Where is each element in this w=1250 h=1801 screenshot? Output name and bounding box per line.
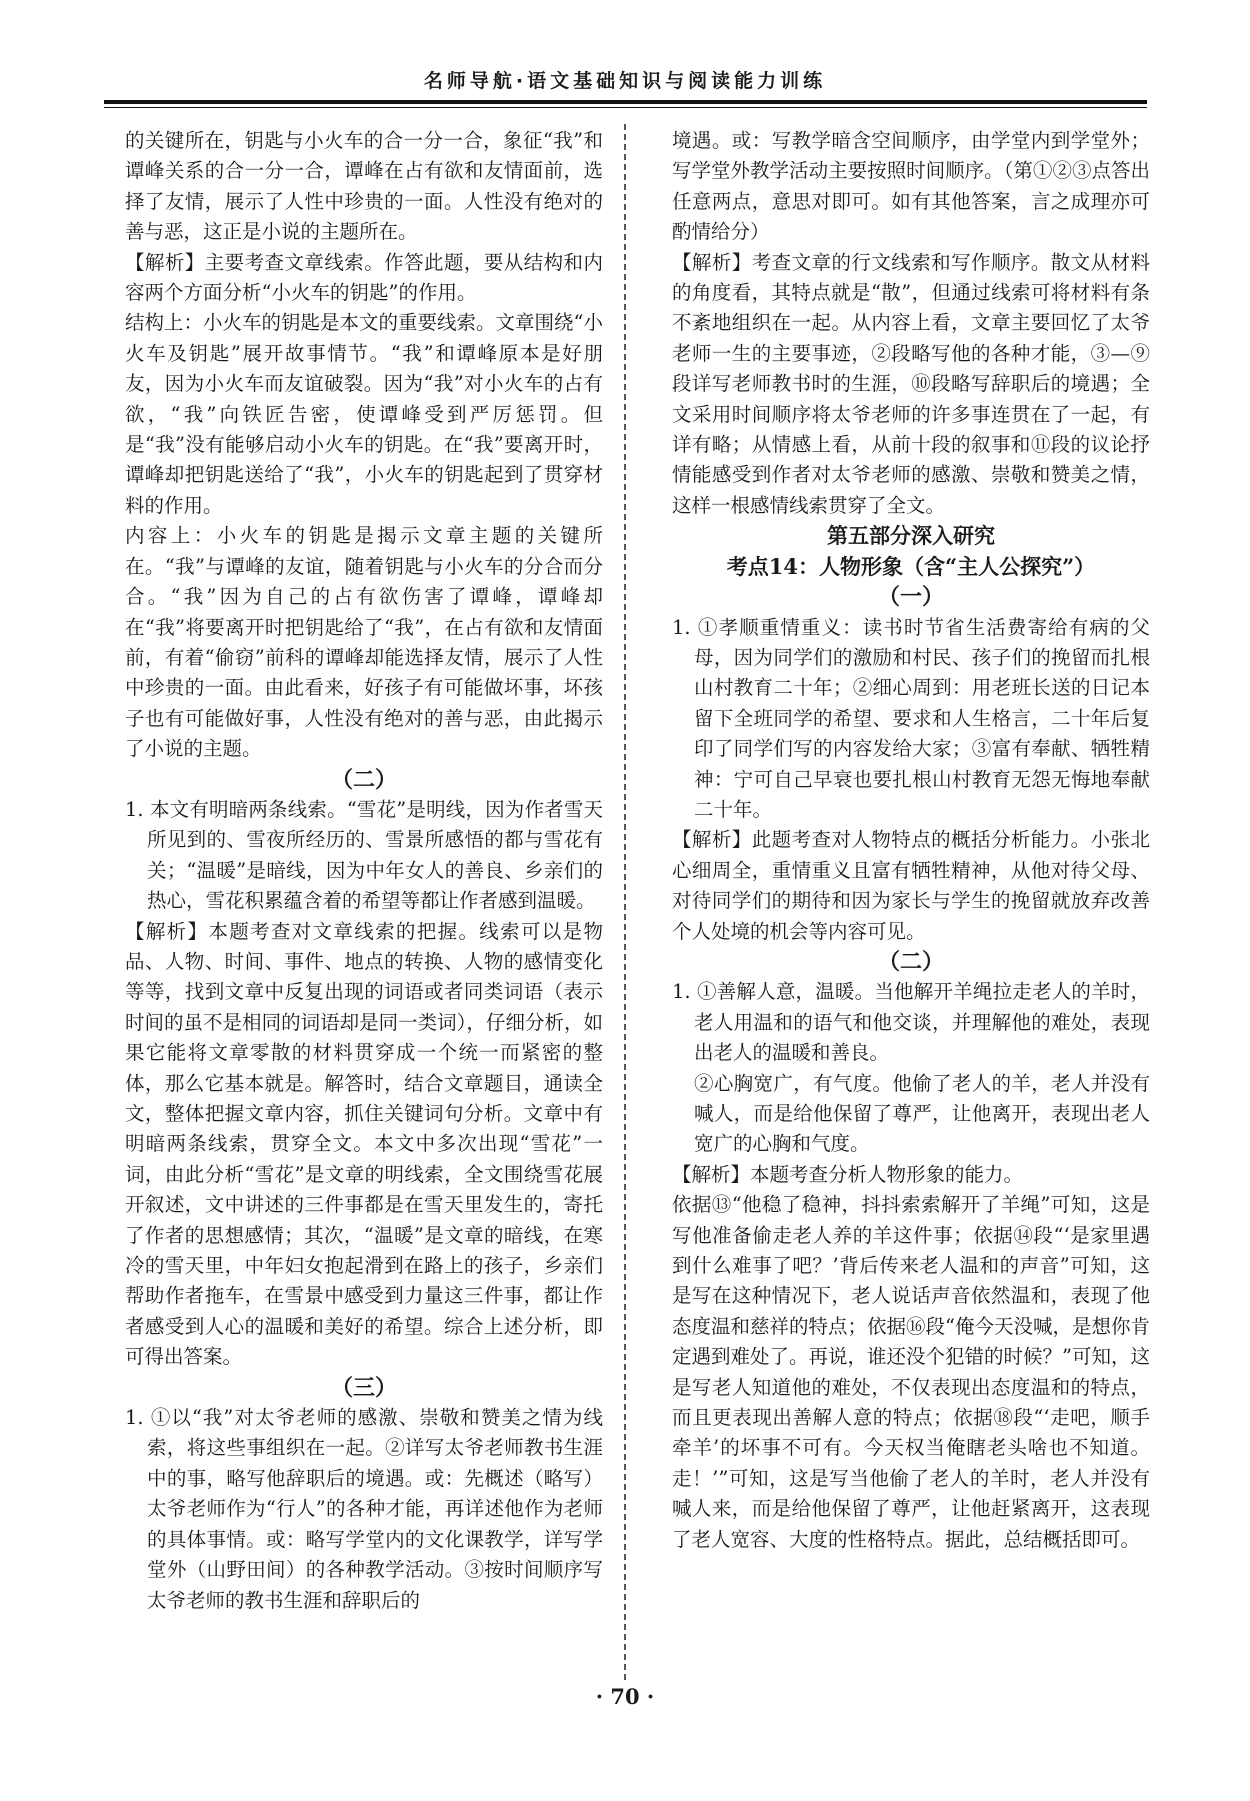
answer-point-2: ②心胸宽广，有气度。他偷了老人的羊，老人并没有喊人，而是给他保留了尊严，让他离开，表现出老人宽广的心胸和气度。 (694, 1071, 1150, 1156)
analysis-paragraph: 【解析】主要考查文章线索。作答此题，要从结构和内容两个方面分析“小火车的钥匙”的作用。 (125, 250, 603, 305)
header-rule-thick (104, 100, 1147, 104)
structure-paragraph: 结构上：小火车的钥匙是本文的重要线索。文章围绕“小火车及钥匙”展开故事情节。“我”和谭峰原本是好朋友，因为小火车而友谊破裂。因为“我”对小火车的占有欲，“我”向铁匠告密，使谭峰受到严厉惩罚。但是“我”没有能够启动小火车的钥匙。在“我”要离开时，谭峰却把钥匙送给了“我”，小火车的钥匙起到了贯穿材料的作用。 (125, 311, 603, 517)
answer-continuation: 境遇。或：写教学暗含空间顺序，由学堂内到学堂外；写学堂外教学活动主要按照时间顺序。（第①②③点答出任意两点，意思对即可。如有其他答案，言之成理亦可酌情给分） (672, 129, 1150, 244)
left-column (125, 126, 603, 1616)
question-answer: 1. ①孝顺重情重义：读书时节省生活费寄给有病的父母，因为同学们的激励和村民、孩子们的挽留而扎根山村教育二十年；②细心周到：用老班长送的日记本留下全班同学的希望、要求和人生格言，二十年后复印了同学们写的内容发给大家；③富有奉献、牺牲精神：宁可自己早衰也要扎根山村教育无怨无悔地奉献二十年。 (672, 615, 1150, 821)
analysis-paragraph: 【解析】考查文章的行文线索和写作顺序。散文从材料的角度看，其特点就是“散”，但通过线索可将材料有条不紊地组织在一起。从内容上看，文章主要回忆了太爷老师一生的主要事迹，②段略写他的各种才能，③—⑨段详写老师教书时的生涯，⑩段略写辞职后的境遇；全文采用时间顺序将太爷老师的许多事连贯在了一起，有详有略；从情感上看，从前十段的叙事和⑪段的议论抒情能感受到作者对太爷老师的感激、崇敬和赞美之情，这样一根感情线索贯穿了全文。 (672, 250, 1150, 517)
subsection-heading-2: （二） (877, 948, 944, 975)
section-heading: 第五部分深入研究 (827, 523, 995, 549)
analysis-body: 依据⑬“他稳了稳神，抖抖索索解开了羊绳”可知，这是写他准备偷走老人养的羊这件事；依据⑭段“‘是家里遇到什么难事了吧？’背后传来老人温和的声音”可知，这是写在这种情况下，老人说话声音依然温和，表现了他态度温和慈祥的特点；依据⑯段“俺今天没喊，是想你肯定遇到难处了。再说，谁还没个犯错的时候？”可知，这是写老人知道他的难处，不仅表现出态度温和的特点，而且更表现出善解人意的特点；依据⑱段“‘走吧，顺手牵羊’的坏事不可有。今天权当俺瞎老头啥也不知道。走！’”可知，这是写当他偷了老人的羊时，老人并没有喊人来，而是给他保留了尊严，让他赶紧离开，这表现了老人宽容、大度的性格特点。据此，总结概括即可。 (672, 1193, 1150, 1551)
answer-paragraph: 的关键所在，钥匙与小火车的合一分一合，象征“我”和谭峰关系的合一分一合，谭峰在占有欲和友情面前，选择了友情，展示了人性中珍贵的一面。人性没有绝对的善与恶，这正是小说的主题所在。 (125, 129, 603, 244)
analysis-paragraph: 【解析】本题考查对文章线索的把握。线索可以是物品、人物、时间、事件、地点的转换、人物的感情变化等等，找到文章中反复出现的词语或者同类词语（表示时间的虽不是相同的词语却是同一类词），仔细分析，如果它能将文章零散的材料贯穿成一个统一而紧密的整体，那么它基本就是。解答时，结合文章题目，通读全文，整体把握文章内容，抓住关键词句分析。文章中有明暗两条线索，贯穿全文。本文中多次出现“雪花”一词，由此分析“雪花”是文章的明线索，全文围绕雪花展开叙述，文中讲述的三件事都是在雪天里发生的，寄托了作者的思想感情；其次，“温暖”是文章的暗线，在寒冷的雪天里，中年妇女抱起滑到在路上的孩子，乡亲们帮助作者拖车，在雪景中感受到力量这三件事，都让作者感受到人心的温暖和美好的希望。综合上述分析，即可得出答案。 (125, 919, 603, 1369)
page-number: · 70 · (595, 1684, 655, 1709)
kaodian-heading: 考点14：人物形象（含“主人公探究”） (726, 553, 1096, 579)
analysis-paragraph: 【解析】此题考查对人物特点的概括分析能力。小张北心细周全，重情重义且富有牺牲精神，从他对待父母、对待同学们的期待和因为家长与学生的挽留就放弃改善个人处境的机会等内容可见。 (672, 828, 1150, 943)
right-column (672, 126, 1150, 1555)
content-paragraph: 内容上：小火车的钥匙是揭示文章主题的关键所在。“我”与谭峰的友谊，随着钥匙与小火车的分合而分合。“我”因为自己的占有欲伤害了谭峰，谭峰却在“我”将要离开时把钥匙给了“我”，在占有欲和友情面前，有着“偷窃”前科的谭峰却能选择友情，展示了人性中珍贵的一面。由此看来，好孩子有可能做坏事，坏孩子也有可能做好事，人性没有绝对的善与恶，由此揭示了小说的主题。 (125, 524, 603, 761)
question-answer: 1. ①以“我”对太爷老师的感激、崇敬和赞美之情为线索，将这些事组织在一起。②详写太爷老师教书生涯中的事，略写他辞职后的境遇。或：先概述（略写）太爷老师作为“行人”的各种才能，再详述他作为老师的具体事情。或：略写学堂内的文化课教学，详写学堂外（山野田间）的各种教学活动。③按时间顺序写太爷老师的教书生涯和辞职后的 (125, 1406, 603, 1612)
question-answer: 1. ①善解人意，温暖。当他解开羊绳拉走老人的羊时，老人用温和的语气和他交谈，并理解他的难处，表现出老人的温暖和善良。 (672, 980, 1150, 1065)
subsection-heading-1: （一） (877, 584, 944, 611)
column-divider (624, 124, 626, 1680)
page-header-title: 名师导航·语文基础知识与阅读能力训练 (423, 70, 827, 92)
analysis-heading: 【解析】本题考查分析人物形象的能力。 (672, 1162, 1024, 1186)
subsection-heading-3: （三） (330, 1374, 397, 1401)
question-answer: 1. 本文有明暗两条线索。“雪花”是明线，因为作者雪天所见到的、雪夜所经历的、雪景所感悟的都与雪花有关；“温暖”是暗线，因为中年女人的善良、乡亲们的热心，雪花积累蕴含着的希望等都让作者感到温暖。 (125, 797, 603, 913)
subsection-heading-2: （二） (330, 766, 397, 793)
header-rule-thin (104, 107, 1147, 108)
